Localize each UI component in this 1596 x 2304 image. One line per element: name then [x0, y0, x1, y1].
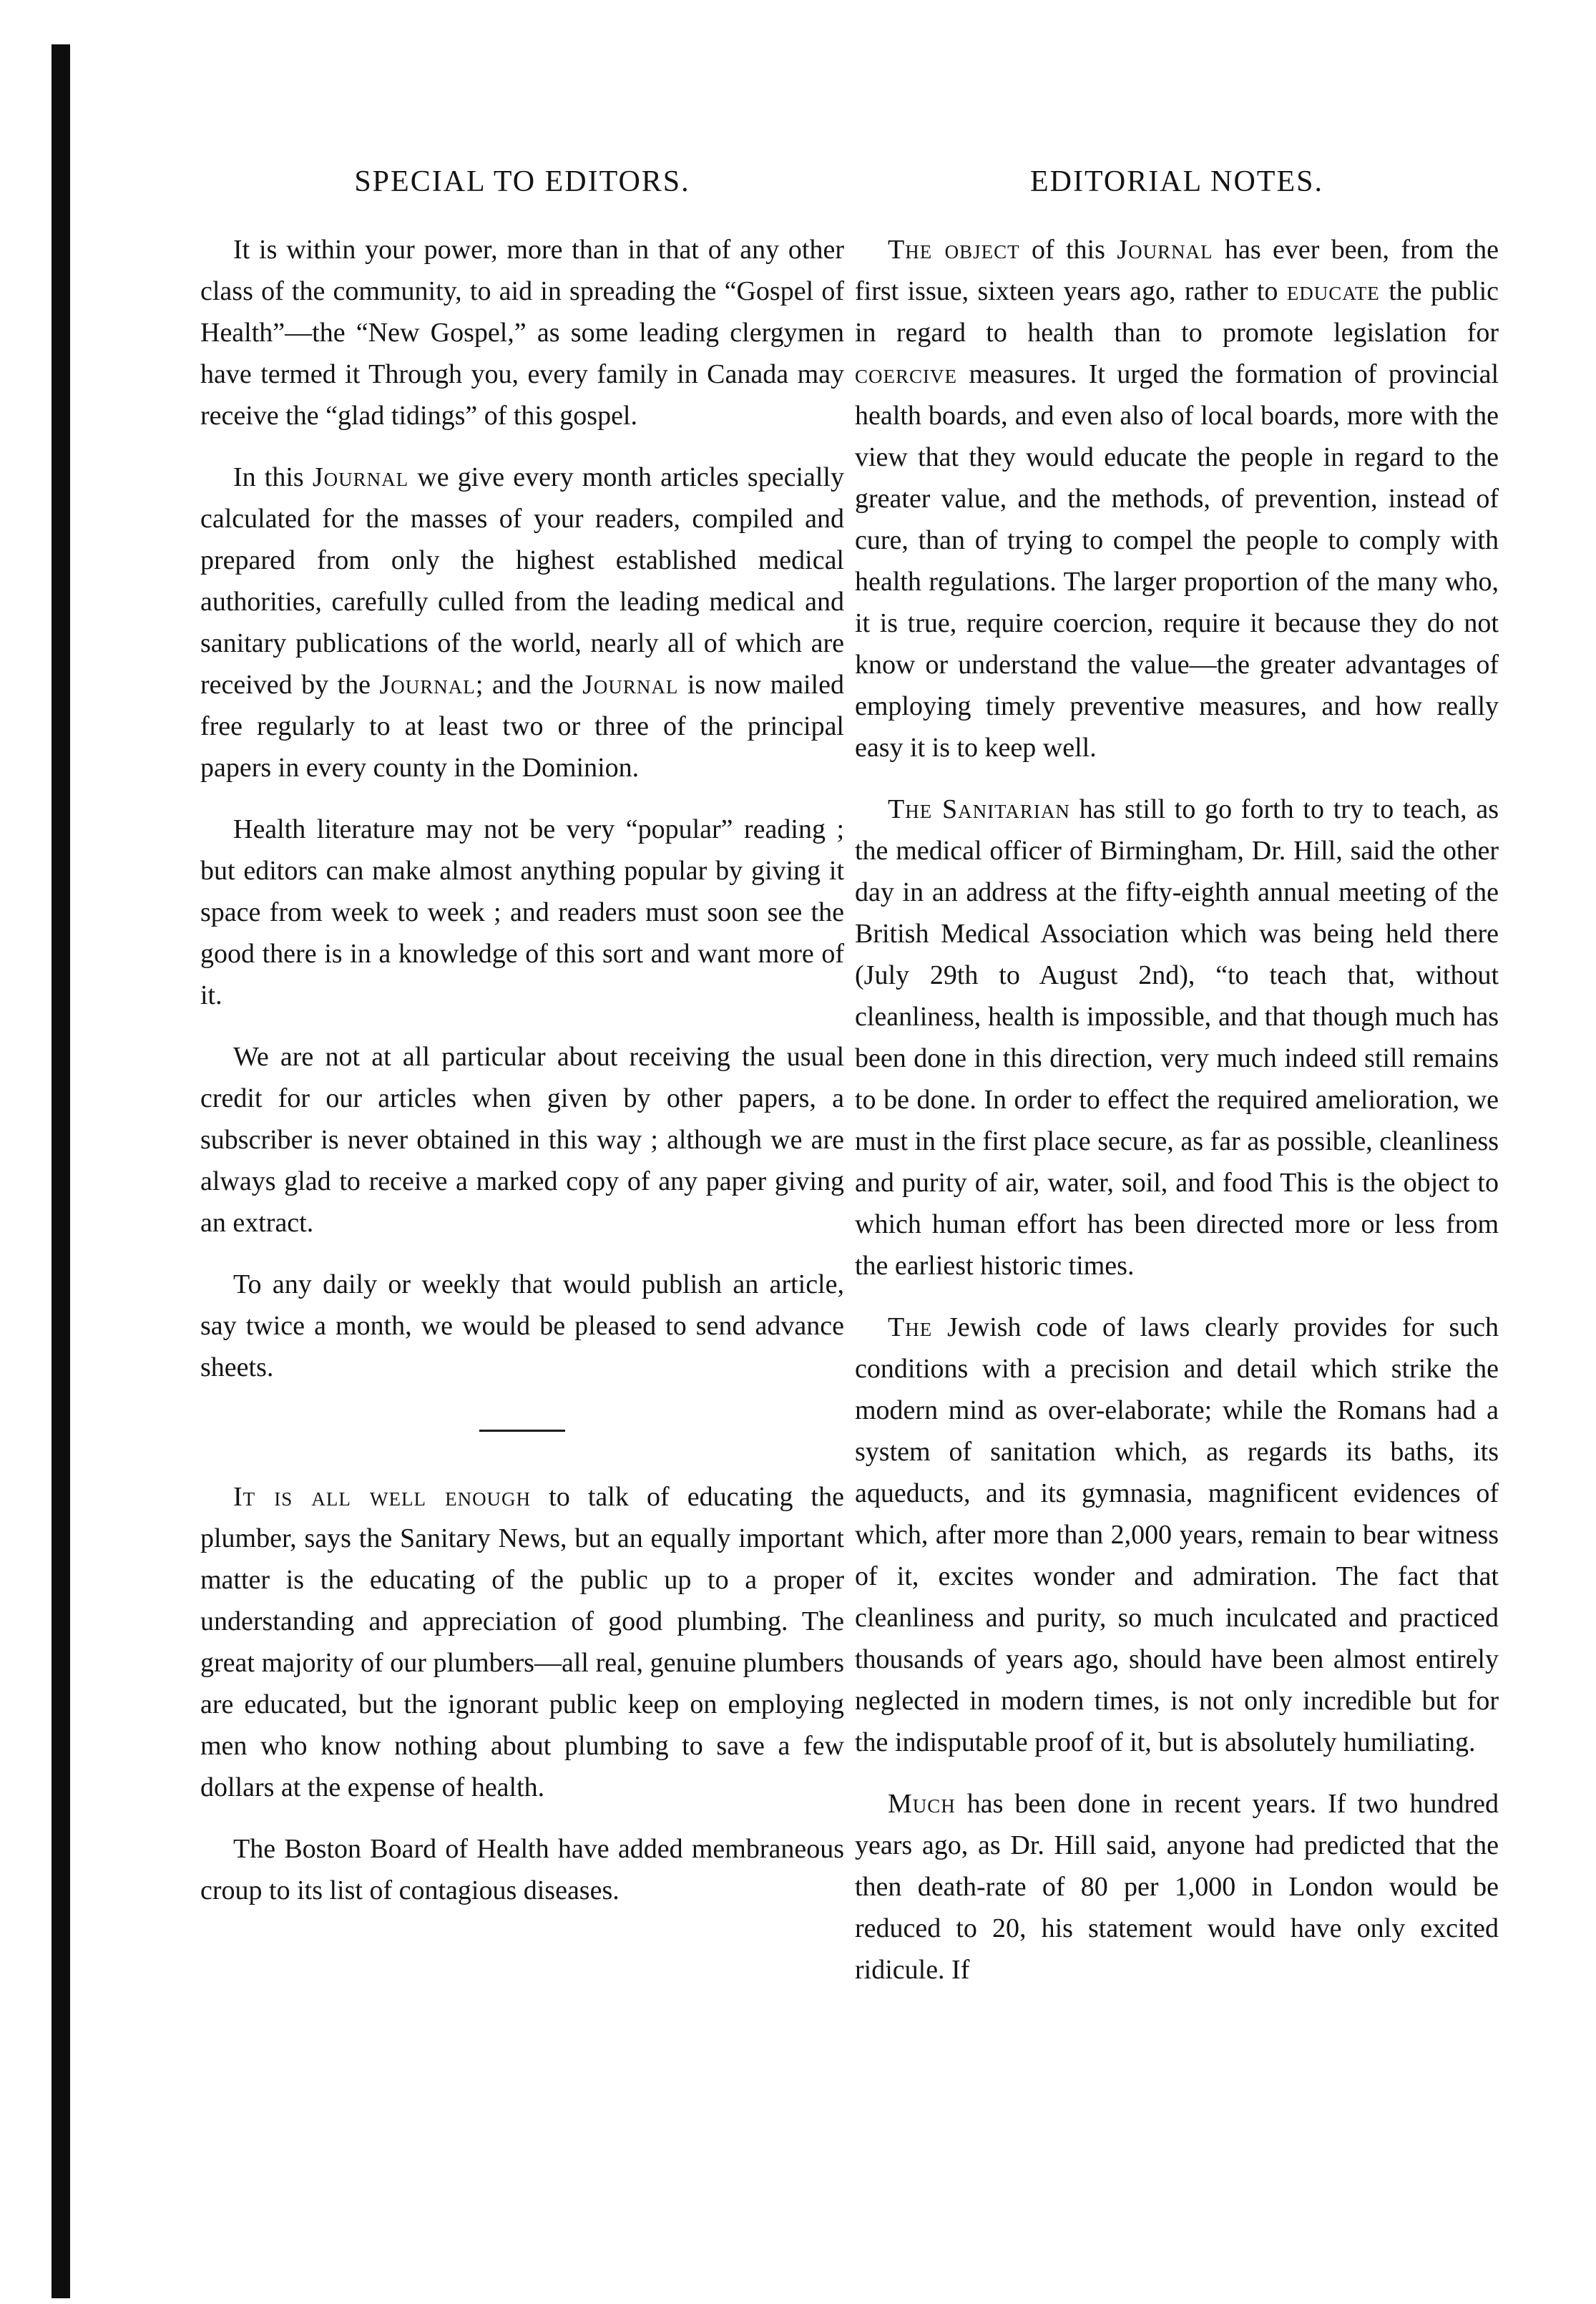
text: In this — [233, 462, 313, 492]
text: has ever been, from the first issue, sixteen years ago, rather to — [855, 235, 1499, 306]
text: the public in regard to health than to promote legislation for — [855, 276, 1499, 348]
page-edge-rule — [52, 44, 70, 2298]
text: we give every month articles specially calculated for the masses of your readers, compiled and prepared from only the highest established medical authorities, carefully culled from the leading medical and sanitary publications of the world, nearly all of which are received by the — [200, 462, 844, 700]
journal-name: Journal — [582, 670, 679, 700]
text: of this — [1019, 235, 1117, 265]
text: is now mailed free regularly to at least two or three of the principal papers in every county in the Dominion. — [200, 670, 844, 783]
right-column — [855, 165, 1499, 2011]
heading-special-to-editors: SPECIAL TO EDITORS. — [354, 165, 690, 198]
lead-in: The Sanitarian — [888, 794, 1070, 824]
text: ; and the — [475, 670, 583, 700]
journal-name: Journal — [1117, 235, 1213, 265]
paragraph-advance-sheets: To any daily or weekly that would publish an article, say twice a month, we would be pleased to send advance sheets. — [200, 1269, 844, 1382]
section-divider — [479, 1430, 565, 1432]
paragraph-health-literature: Health literature may not be very “popular” reading ; but editors can make almost anything popular by giving it space from week to week ; and readers must soon see the good there is in a knowledge of this sort and want more of it. — [200, 814, 844, 1010]
journal-name: Journal — [379, 670, 476, 700]
paragraph-gospel-of-health: It is within your power, more than in that of any other class of the community, to aid in spreading the “Gospel of Health”—the “New Gospel,” as some leading clergymen have termed it Through you, every family in Canada may receive the “glad tidings” of this gospel. — [200, 235, 844, 431]
heading-editorial-notes: EDITORIAL NOTES. — [1030, 165, 1323, 198]
journal-name: Journal — [312, 462, 409, 492]
emphasis-word: coercive — [855, 359, 957, 389]
text: has been done in recent years. If two hundred years ago, as Dr. Hill said, anyone had predicted that the then death-rate of 80 per 1,000 in London would be reduced to 20, his statement would have only excited ridicule. If — [855, 1789, 1499, 1985]
text: has still to go forth to try to teach, as the medical officer of Birmingham, Dr. Hill, said the other day in an address at the fifty-eighth annual meeting of the British Medical Association which was being held there (July 29th to August 2nd), “to teach that, without cleanliness, health is impossible, and that though much has been done in this direction, very much indeed still remains to be done. In order to effect the required amelioration, we must in the first place secure, as far as possible, cleanliness and purity of air, water, soil, and food This is the object to which human effort has been directed more or less from the earliest historic times. — [855, 794, 1499, 1281]
paragraph-journal-object — [855, 229, 1499, 768]
left-column — [200, 165, 844, 1931]
paragraph-recent-years — [855, 1783, 1499, 1991]
paragraph-credit: We are not at all particular about receiving the usual credit for our articles when given by other papers, a subscriber is never obtained in this way ; although we are always glad to receive a marked copy of any paper giving an extract. — [200, 1042, 844, 1238]
text: to talk of educating the plumber, says the Sanitary News, but an equally important matter is the educating of the public up to a proper understanding and appreciation of good plumbing. The great majority of our plumbers—all real, genuine plumbers are educated, but the ignorant public keep on employing men who know nothing about plumbing to save a few dollars at the expense of health. — [200, 1482, 844, 1802]
paragraph-journal-articles — [200, 457, 844, 789]
paragraph-sanitarian — [855, 789, 1499, 1287]
lead-in: It is all well enough — [233, 1482, 532, 1512]
lead-in: The object — [888, 235, 1020, 265]
text: measures. It urged the formation of provincial health boards, and even also of local boards, more with the view that they would educate the people in regard to the greater value, and the methods, of prevention, instead of cure, than of trying to compel the people to comply with health regulations. The larger proportion of the many who, it is true, require coercion, require it because they do not know or understand the value—the greater advantages of employing timely preventive measures, and how really easy it is to keep well. — [855, 359, 1499, 763]
lead-in: The — [888, 1312, 933, 1342]
paragraph-plumbing — [200, 1476, 844, 1808]
paragraph-jewish-code — [855, 1307, 1499, 1763]
text: Jewish code of laws clearly provides for such conditions with a precision and detail which strike the modern mind as over-elaborate; while the Romans had a system of sanitation which, as regards its baths, its aqueducts, and its gymnasia, magnificent evidences of which, after more than 2,000 years, remain to bear witness of it, excites wonder and admiration. The fact that cleanliness and purity, so much inculcated and practiced thousands of years ago, should have been almost entirely neglected in modern times, is not only incredible but for the indisputable proof of it, but is absolutely humiliating. — [855, 1312, 1499, 1757]
emphasis-word: educate — [1286, 276, 1380, 306]
paragraph-boston-board: The Boston Board of Health have added membraneous croup to its list of contagious diseases. — [200, 1834, 844, 1905]
lead-in: Much — [888, 1789, 956, 1819]
